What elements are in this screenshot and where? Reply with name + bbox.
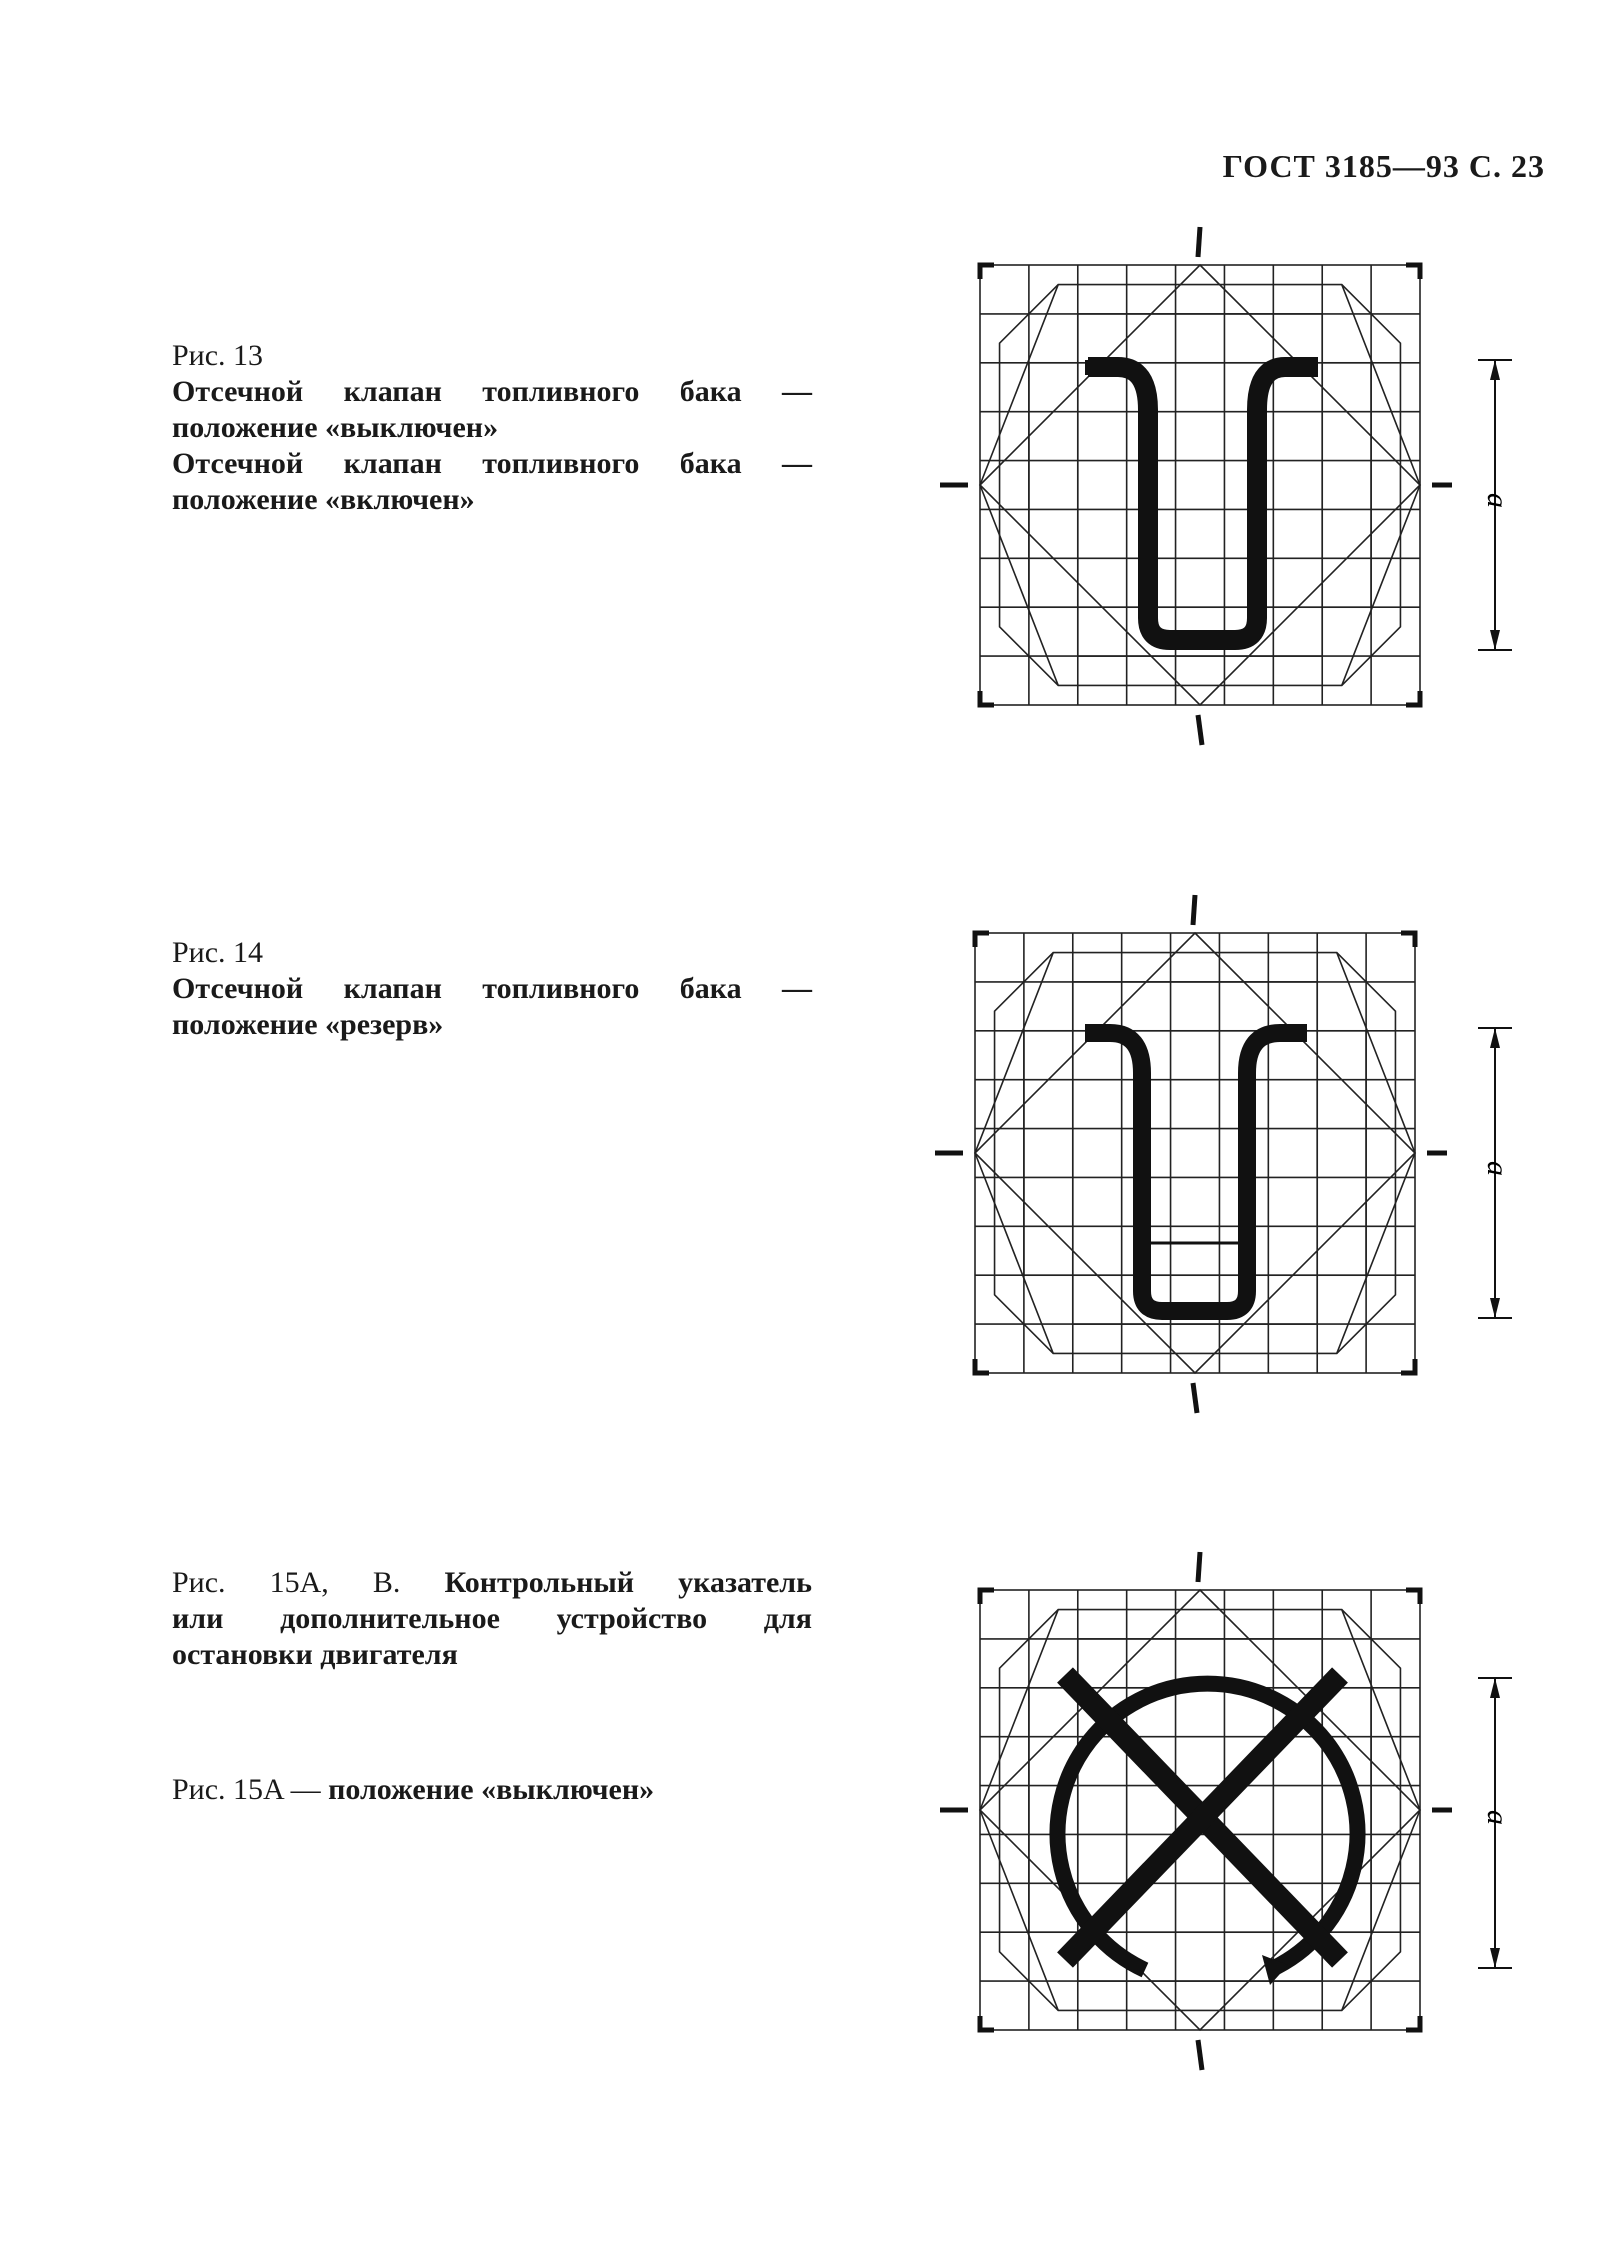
fig14-line1: Отсечной клапан топливного бака — (172, 972, 812, 1005)
axis-tick-bottom (1198, 715, 1202, 745)
fig15-label: Рис. 15A, B. (172, 1566, 445, 1599)
fig15a-label: Рис. 15A — (172, 1773, 329, 1806)
fig14-line2: положение «резерв» (172, 1008, 444, 1041)
inner-rect-wide (1029, 363, 1371, 607)
octagon (995, 953, 1396, 1354)
corner-mark (980, 1590, 994, 1604)
corner-mark (1401, 1359, 1415, 1373)
fig15-caption (172, 1565, 812, 1673)
corner-mark (1406, 1590, 1420, 1604)
corner-mark (975, 933, 989, 947)
fig14-symbol (1085, 1033, 1307, 1311)
fig15-symbol (1058, 1675, 1358, 1985)
fig13-line1: Отсечной клапан топливного бака — (172, 375, 812, 408)
fig14-dimension (1478, 1028, 1514, 1318)
axis-tick-top (1198, 1552, 1200, 1582)
corner-mark (1406, 265, 1420, 279)
fig15-line3: остановки двигателя (172, 1638, 458, 1671)
fig14-label: Рис. 14 (172, 936, 264, 969)
fig15-dim-label: a (1481, 1810, 1514, 1825)
fig13-drawing (940, 235, 1560, 790)
fig13-svg (940, 235, 1560, 790)
fig15-dimension (1478, 1678, 1514, 1968)
page-header: ГОСТ 3185—93 С. 23 (1222, 148, 1545, 184)
fig14-grid (935, 895, 1447, 1413)
fig14-drawing (935, 903, 1555, 1458)
corner-mark (1401, 933, 1415, 947)
fig15a-caption (172, 1772, 812, 1808)
fig15-line2: или дополнительное устройство для (172, 1602, 812, 1635)
corner-mark (980, 691, 994, 705)
fig13-dim-label: a (1481, 493, 1514, 508)
axis-tick-bottom (1193, 1383, 1197, 1413)
octagon (1000, 285, 1401, 686)
fig14-dim-label: a (1481, 1161, 1514, 1176)
fig13-line3: Отсечной клапан топливного бака — (172, 447, 812, 480)
corner-mark (1406, 691, 1420, 705)
fig14-svg (935, 903, 1555, 1458)
fig15-drawing (940, 1560, 1560, 2115)
fig13-symbol (1088, 360, 1318, 640)
fig13-dimension (1478, 360, 1514, 650)
inner-rect-wide (1024, 1031, 1366, 1275)
fig13-line2: положение «выключен» (172, 411, 499, 444)
fig15-line1 (172, 1565, 812, 1601)
axis-tick-top (1198, 227, 1200, 257)
fig15-title: Контрольный указатель (444, 1566, 813, 1599)
corner-mark (975, 1359, 989, 1373)
fig13-line4: положение «включен» (172, 483, 475, 516)
fig14-caption (172, 935, 812, 1043)
corner-mark (1406, 2016, 1420, 2030)
fig15a-title: положение «выключен» (328, 1773, 655, 1806)
fig13-grid (940, 227, 1452, 745)
fig15-svg (940, 1560, 1560, 2115)
axis-tick-bottom (1198, 2040, 1202, 2070)
axis-tick-top (1193, 895, 1195, 925)
corner-mark (980, 265, 994, 279)
fig13-label: Рис. 13 (172, 339, 264, 372)
fig13-caption (172, 338, 812, 518)
corner-mark (980, 2016, 994, 2030)
